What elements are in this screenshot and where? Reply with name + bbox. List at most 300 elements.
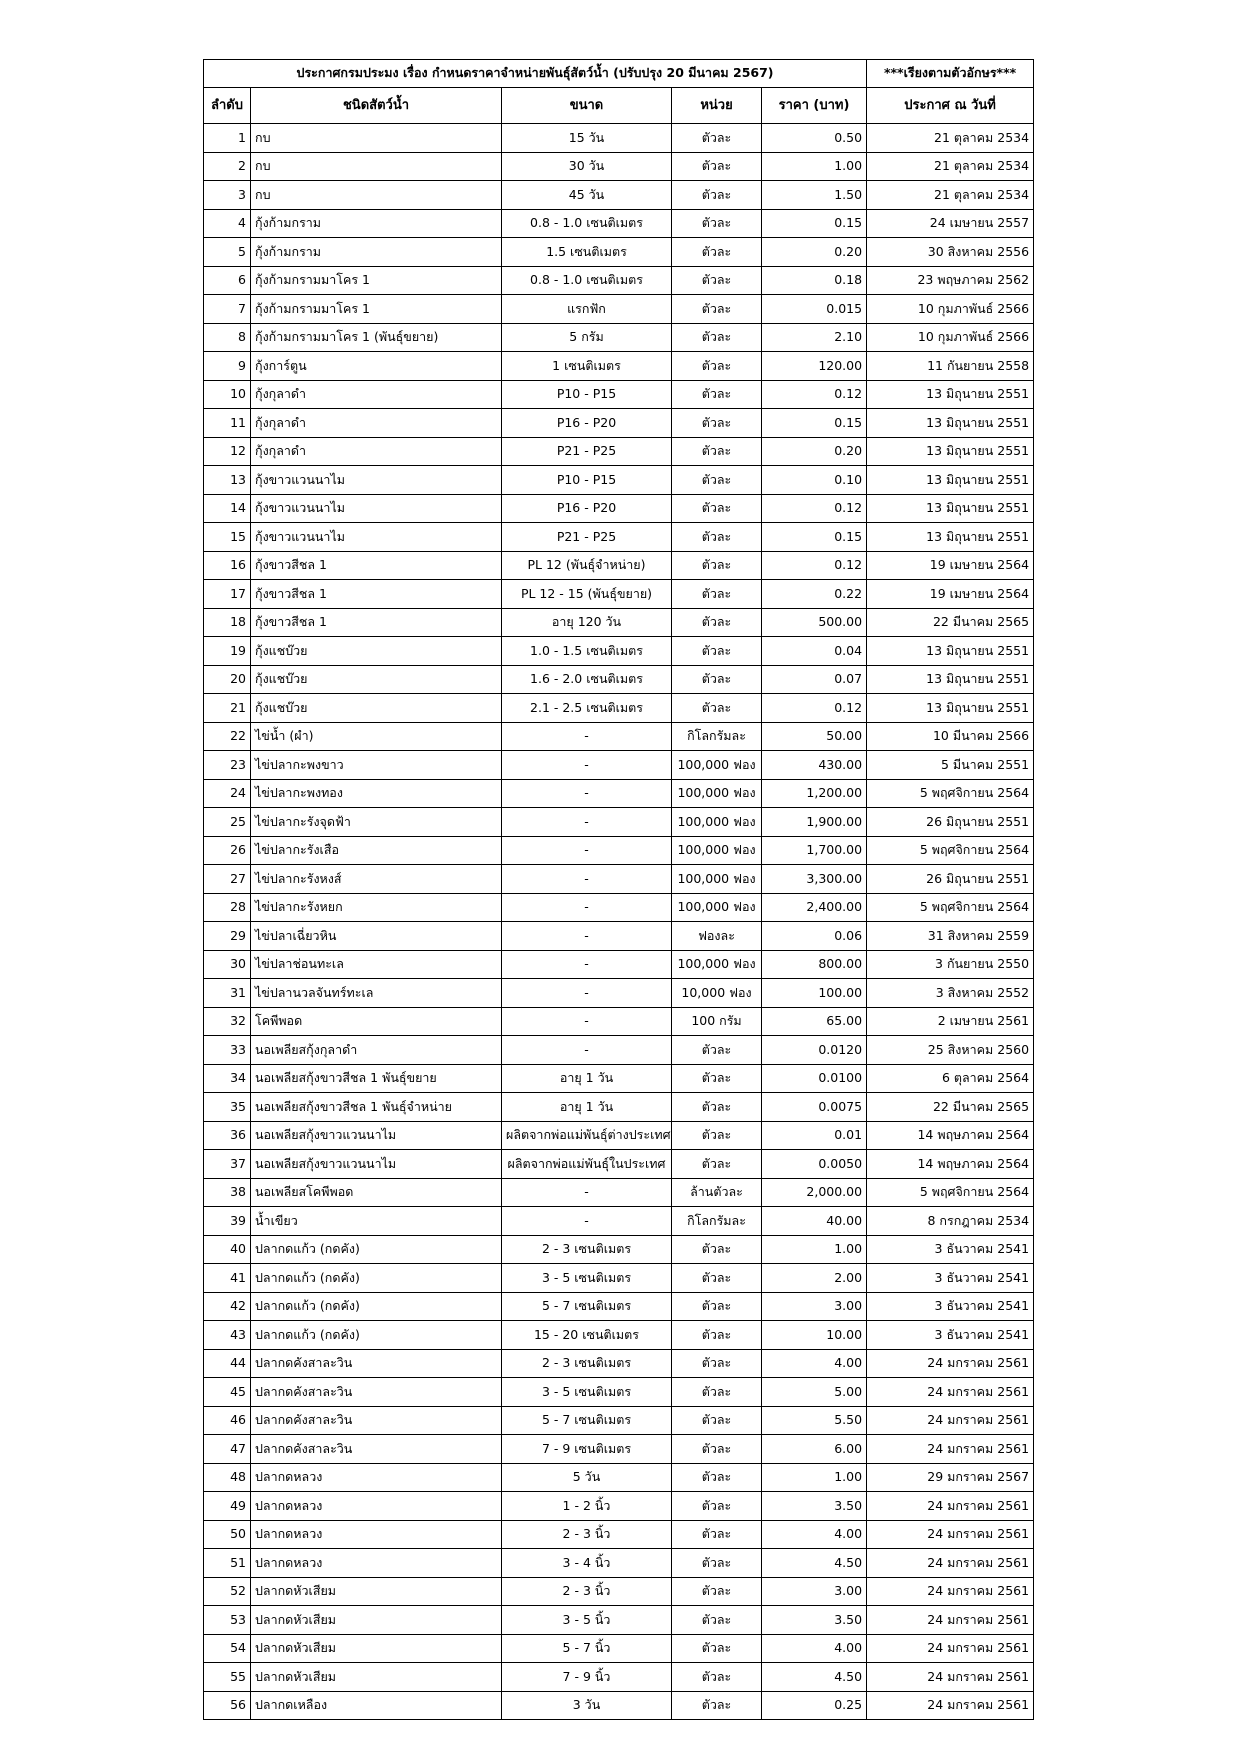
cell-species: นอเพลียสโคพีพอด	[251, 1178, 502, 1207]
cell-no: 19	[204, 637, 251, 666]
cell-size: 3 - 4 นิ้ว	[502, 1549, 672, 1578]
cell-size: 45 วัน	[502, 181, 672, 210]
cell-date: 13 มิถุนายน 2551	[867, 494, 1034, 523]
cell-species: นอเพลียสกุ้งกุลาดำ	[251, 1036, 502, 1065]
cell-no: 4	[204, 209, 251, 238]
cell-no: 35	[204, 1093, 251, 1122]
table-row	[204, 323, 1034, 352]
cell-unit: ตัวละ	[672, 665, 762, 694]
cell-no: 33	[204, 1036, 251, 1065]
cell-date: 11 กันยายน 2558	[867, 352, 1034, 381]
cell-no: 50	[204, 1520, 251, 1549]
cell-no: 32	[204, 1007, 251, 1036]
cell-unit: ตัวละ	[672, 1150, 762, 1179]
cell-price: 2.00	[762, 1264, 867, 1293]
cell-price: 1,900.00	[762, 808, 867, 837]
table-row	[204, 437, 1034, 466]
cell-price: 3.00	[762, 1577, 867, 1606]
cell-price: 430.00	[762, 751, 867, 780]
cell-unit: ตัวละ	[672, 608, 762, 637]
cell-no: 2	[204, 152, 251, 181]
cell-date: 22 มีนาคม 2565	[867, 1093, 1034, 1122]
cell-unit: ตัวละ	[672, 181, 762, 210]
cell-size: อายุ 120 วัน	[502, 608, 672, 637]
cell-unit: ตัวละ	[672, 1577, 762, 1606]
cell-no: 13	[204, 466, 251, 495]
cell-date: 13 มิถุนายน 2551	[867, 694, 1034, 723]
cell-size: P16 - P20	[502, 409, 672, 438]
cell-species: กุ้งกุลาดำ	[251, 380, 502, 409]
cell-size: 0.8 - 1.0 เซนติเมตร	[502, 209, 672, 238]
cell-no: 37	[204, 1150, 251, 1179]
table-row	[204, 1435, 1034, 1464]
table-row	[204, 751, 1034, 780]
cell-size: อายุ 1 วัน	[502, 1064, 672, 1093]
cell-price: 6.00	[762, 1435, 867, 1464]
table-row	[204, 1178, 1034, 1207]
cell-species: นอเพลียสกุ้งขาวแวนนาไม	[251, 1150, 502, 1179]
cell-unit: 100,000 ฟอง	[672, 808, 762, 837]
cell-unit: 100,000 ฟอง	[672, 751, 762, 780]
cell-unit: ตัวละ	[672, 694, 762, 723]
cell-species: กุ้งก้ามกราม	[251, 238, 502, 267]
table-row	[204, 494, 1034, 523]
table-row	[204, 1378, 1034, 1407]
cell-species: ไข่ปลากะรังเสือ	[251, 836, 502, 865]
cell-date: 31 สิงหาคม 2559	[867, 922, 1034, 951]
cell-price: 65.00	[762, 1007, 867, 1036]
cell-price: 800.00	[762, 950, 867, 979]
table-row	[204, 1634, 1034, 1663]
cell-species: ปลากดหัวเสียม	[251, 1634, 502, 1663]
table-row	[204, 1606, 1034, 1635]
cell-species: ปลากดคังสาละวิน	[251, 1435, 502, 1464]
cell-species: นอเพลียสกุ้งขาวแวนนาไม	[251, 1121, 502, 1150]
table-row	[204, 1264, 1034, 1293]
cell-size: 7 - 9 เซนติเมตร	[502, 1435, 672, 1464]
cell-unit: ตัวละ	[672, 1264, 762, 1293]
cell-price: 0.12	[762, 380, 867, 409]
cell-price: 0.12	[762, 694, 867, 723]
cell-no: 54	[204, 1634, 251, 1663]
cell-price: 4.50	[762, 1663, 867, 1692]
cell-no: 6	[204, 266, 251, 295]
cell-size: -	[502, 722, 672, 751]
cell-size: -	[502, 893, 672, 922]
cell-species: ไข่ปลากะรังหงส์	[251, 865, 502, 894]
cell-price: 3.50	[762, 1606, 867, 1635]
cell-species: ไข่ปลากะรังจุดฟ้า	[251, 808, 502, 837]
cell-size: ผลิตจากพ่อแม่พันธุ์ต่างประเทศ	[502, 1121, 672, 1150]
cell-date: 2 เมษายน 2561	[867, 1007, 1034, 1036]
table-row	[204, 779, 1034, 808]
cell-price: 0.12	[762, 494, 867, 523]
cell-size: P16 - P20	[502, 494, 672, 523]
column-header-size: ขนาด	[502, 88, 672, 124]
cell-size: 7 - 9 นิ้ว	[502, 1663, 672, 1692]
cell-no: 26	[204, 836, 251, 865]
cell-species: ปลากดหลวง	[251, 1549, 502, 1578]
cell-species: กุ้งขาวแวนนาไม	[251, 494, 502, 523]
cell-price: 4.00	[762, 1634, 867, 1663]
cell-unit: ตัวละ	[672, 1406, 762, 1435]
cell-date: 24 มกราคม 2561	[867, 1549, 1034, 1578]
cell-no: 1	[204, 124, 251, 153]
cell-price: 0.12	[762, 551, 867, 580]
cell-size: -	[502, 779, 672, 808]
cell-date: 24 มกราคม 2561	[867, 1577, 1034, 1606]
cell-price: 4.50	[762, 1549, 867, 1578]
cell-no: 51	[204, 1549, 251, 1578]
cell-price: 0.15	[762, 409, 867, 438]
cell-species: กุ้งแชบ๊วย	[251, 665, 502, 694]
cell-size: P21 - P25	[502, 437, 672, 466]
cell-size: P10 - P15	[502, 466, 672, 495]
column-header-row	[204, 88, 1034, 124]
cell-species: นอเพลียสกุ้งขาวสีชล 1 พันธุ์จำหน่าย	[251, 1093, 502, 1122]
table-row	[204, 1349, 1034, 1378]
cell-date: 5 พฤศจิกายน 2564	[867, 893, 1034, 922]
cell-no: 45	[204, 1378, 251, 1407]
cell-date: 13 มิถุนายน 2551	[867, 437, 1034, 466]
cell-species: ปลากดคังสาละวิน	[251, 1406, 502, 1435]
cell-price: 0.06	[762, 922, 867, 951]
cell-unit: ตัวละ	[672, 1549, 762, 1578]
cell-date: 5 พฤศจิกายน 2564	[867, 1178, 1034, 1207]
table-row	[204, 608, 1034, 637]
cell-no: 36	[204, 1121, 251, 1150]
cell-price: 3,300.00	[762, 865, 867, 894]
cell-species: กุ้งแชบ๊วย	[251, 694, 502, 723]
cell-date: 13 มิถุนายน 2551	[867, 665, 1034, 694]
cell-size: 1.0 - 1.5 เซนติเมตร	[502, 637, 672, 666]
cell-species: ไข่ปลานวลจันทร์ทะเล	[251, 979, 502, 1008]
table-row	[204, 1492, 1034, 1521]
cell-unit: ตัวละ	[672, 1492, 762, 1521]
cell-price: 0.0050	[762, 1150, 867, 1179]
column-header-date: ประกาศ ณ วันที่	[867, 88, 1034, 124]
cell-price: 4.00	[762, 1520, 867, 1549]
cell-price: 2.10	[762, 323, 867, 352]
cell-date: 10 กุมภาพันธ์ 2566	[867, 323, 1034, 352]
cell-size: -	[502, 808, 672, 837]
cell-no: 56	[204, 1691, 251, 1720]
cell-species: กุ้งแชบ๊วย	[251, 637, 502, 666]
cell-price: 1,200.00	[762, 779, 867, 808]
cell-species: กุ้งขาวสีชล 1	[251, 608, 502, 637]
cell-date: 25 สิงหาคม 2560	[867, 1036, 1034, 1065]
cell-size: -	[502, 1207, 672, 1236]
table-row	[204, 808, 1034, 837]
table-row	[204, 181, 1034, 210]
cell-no: 10	[204, 380, 251, 409]
cell-price: 1.00	[762, 152, 867, 181]
cell-size: 5 กรัม	[502, 323, 672, 352]
cell-date: 14 พฤษภาคม 2564	[867, 1150, 1034, 1179]
cell-unit: ตัวละ	[672, 1121, 762, 1150]
cell-unit: ตัวละ	[672, 1064, 762, 1093]
cell-unit: ล้านตัวละ	[672, 1178, 762, 1207]
cell-unit: ตัวละ	[672, 209, 762, 238]
table-row	[204, 722, 1034, 751]
cell-date: 21 ตุลาคม 2534	[867, 181, 1034, 210]
cell-species: ปลากดหัวเสียม	[251, 1663, 502, 1692]
cell-species: ปลากดแก้ว (กดคัง)	[251, 1321, 502, 1350]
cell-unit: ตัวละ	[672, 551, 762, 580]
cell-date: 29 มกราคม 2567	[867, 1463, 1034, 1492]
sort-note: ***เรียงตามตัวอักษร***	[867, 60, 1034, 88]
cell-size: 2.1 - 2.5 เซนติเมตร	[502, 694, 672, 723]
cell-unit: ตัวละ	[672, 323, 762, 352]
table-row	[204, 124, 1034, 153]
cell-date: 23 พฤษภาคม 2562	[867, 266, 1034, 295]
table-row	[204, 380, 1034, 409]
cell-date: 19 เมษายน 2564	[867, 580, 1034, 609]
cell-size: 0.8 - 1.0 เซนติเมตร	[502, 266, 672, 295]
cell-price: 1.00	[762, 1235, 867, 1264]
cell-size: 5 วัน	[502, 1463, 672, 1492]
cell-size: 15 วัน	[502, 124, 672, 153]
table-row	[204, 694, 1034, 723]
cell-price: 0.0075	[762, 1093, 867, 1122]
cell-unit: 100,000 ฟอง	[672, 836, 762, 865]
cell-unit: ตัวละ	[672, 1321, 762, 1350]
table-row	[204, 1691, 1034, 1720]
cell-species: ปลากดแก้ว (กดคัง)	[251, 1264, 502, 1293]
cell-price: 120.00	[762, 352, 867, 381]
table-row	[204, 466, 1034, 495]
cell-size: -	[502, 1007, 672, 1036]
cell-date: 13 มิถุนายน 2551	[867, 380, 1034, 409]
cell-no: 5	[204, 238, 251, 267]
cell-date: 3 กันยายน 2550	[867, 950, 1034, 979]
cell-price: 3.50	[762, 1492, 867, 1521]
table-row	[204, 922, 1034, 951]
cell-date: 24 มกราคม 2561	[867, 1606, 1034, 1635]
table-row	[204, 1549, 1034, 1578]
cell-size: P21 - P25	[502, 523, 672, 552]
cell-unit: ตัวละ	[672, 124, 762, 153]
cell-species: ปลากดแก้ว (กดคัง)	[251, 1292, 502, 1321]
cell-species: กุ้งกุลาดำ	[251, 437, 502, 466]
cell-price: 10.00	[762, 1321, 867, 1350]
cell-no: 49	[204, 1492, 251, 1521]
cell-no: 46	[204, 1406, 251, 1435]
cell-date: 21 ตุลาคม 2534	[867, 152, 1034, 181]
cell-date: 24 มกราคม 2561	[867, 1406, 1034, 1435]
table-row	[204, 1064, 1034, 1093]
cell-no: 23	[204, 751, 251, 780]
cell-species: กุ้งขาวแวนนาไม	[251, 523, 502, 552]
cell-size: -	[502, 836, 672, 865]
cell-species: ปลากดคังสาละวิน	[251, 1349, 502, 1378]
cell-no: 53	[204, 1606, 251, 1635]
cell-date: 5 พฤศจิกายน 2564	[867, 836, 1034, 865]
cell-date: 24 มกราคม 2561	[867, 1634, 1034, 1663]
cell-species: ไข่น้ำ (ผำ)	[251, 722, 502, 751]
cell-unit: ตัวละ	[672, 1235, 762, 1264]
cell-unit: ตัวละ	[672, 1378, 762, 1407]
cell-size: 1.5 เซนติเมตร	[502, 238, 672, 267]
cell-size: 5 - 7 เซนติเมตร	[502, 1406, 672, 1435]
cell-date: 13 มิถุนายน 2551	[867, 523, 1034, 552]
cell-species: ปลากดแก้ว (กดคัง)	[251, 1235, 502, 1264]
cell-date: 24 มกราคม 2561	[867, 1492, 1034, 1521]
cell-unit: ตัวละ	[672, 523, 762, 552]
cell-species: ไข่ปลากะพงทอง	[251, 779, 502, 808]
cell-unit: ตัวละ	[672, 1634, 762, 1663]
cell-price: 5.00	[762, 1378, 867, 1407]
cell-size: 3 - 5 เซนติเมตร	[502, 1378, 672, 1407]
table-row	[204, 580, 1034, 609]
cell-date: 13 มิถุนายน 2551	[867, 409, 1034, 438]
table-row	[204, 1150, 1034, 1179]
cell-date: 13 มิถุนายน 2551	[867, 637, 1034, 666]
cell-species: กุ้งการ์ตูน	[251, 352, 502, 381]
table-row	[204, 865, 1034, 894]
cell-size: -	[502, 1178, 672, 1207]
table-row	[204, 1292, 1034, 1321]
cell-no: 12	[204, 437, 251, 466]
cell-size: PL 12 (พันธุ์จำหน่าย)	[502, 551, 672, 580]
cell-date: 24 มกราคม 2561	[867, 1349, 1034, 1378]
cell-unit: ตัวละ	[672, 409, 762, 438]
cell-size: 1 - 2 นิ้ว	[502, 1492, 672, 1521]
cell-no: 34	[204, 1064, 251, 1093]
cell-price: 0.10	[762, 466, 867, 495]
cell-price: 50.00	[762, 722, 867, 751]
cell-no: 43	[204, 1321, 251, 1350]
cell-no: 14	[204, 494, 251, 523]
cell-unit: ตัวละ	[672, 152, 762, 181]
table-row	[204, 893, 1034, 922]
cell-size: 30 วัน	[502, 152, 672, 181]
cell-unit: ตัวละ	[672, 466, 762, 495]
table-row	[204, 551, 1034, 580]
cell-date: 24 มกราคม 2561	[867, 1378, 1034, 1407]
cell-no: 3	[204, 181, 251, 210]
cell-no: 39	[204, 1207, 251, 1236]
cell-price: 0.50	[762, 124, 867, 153]
cell-price: 1.50	[762, 181, 867, 210]
cell-size: -	[502, 950, 672, 979]
cell-size: 15 - 20 เซนติเมตร	[502, 1321, 672, 1350]
cell-date: 3 สิงหาคม 2552	[867, 979, 1034, 1008]
table-row	[204, 266, 1034, 295]
cell-price: 5.50	[762, 1406, 867, 1435]
cell-species: โคพีพอด	[251, 1007, 502, 1036]
cell-no: 25	[204, 808, 251, 837]
cell-species: กุ้งก้ามกรามมาโคร 1 (พันธุ์ขยาย)	[251, 323, 502, 352]
cell-price: 0.25	[762, 1691, 867, 1720]
cell-no: 18	[204, 608, 251, 637]
cell-species: น้ำเขียว	[251, 1207, 502, 1236]
table-row	[204, 523, 1034, 552]
cell-species: กบ	[251, 152, 502, 181]
cell-species: ปลากดหลวง	[251, 1463, 502, 1492]
table-row	[204, 1577, 1034, 1606]
table-row	[204, 1463, 1034, 1492]
table-row	[204, 1520, 1034, 1549]
cell-unit: 100,000 ฟอง	[672, 779, 762, 808]
cell-species: กุ้งก้ามกรามมาโคร 1	[251, 266, 502, 295]
cell-no: 29	[204, 922, 251, 951]
cell-price: 0.015	[762, 295, 867, 324]
cell-unit: กิโลกรัมละ	[672, 1207, 762, 1236]
table-row	[204, 979, 1034, 1008]
cell-price: 0.01	[762, 1121, 867, 1150]
cell-unit: กิโลกรัมละ	[672, 722, 762, 751]
cell-species: ปลากดหัวเสียม	[251, 1606, 502, 1635]
cell-unit: ตัวละ	[672, 637, 762, 666]
cell-date: 26 มิถุนายน 2551	[867, 865, 1034, 894]
cell-no: 44	[204, 1349, 251, 1378]
cell-species: ไข่ปลากะรังหยก	[251, 893, 502, 922]
cell-unit: ตัวละ	[672, 1606, 762, 1635]
cell-price: 4.00	[762, 1349, 867, 1378]
cell-species: ปลากดเหลือง	[251, 1691, 502, 1720]
cell-unit: ตัวละ	[672, 1093, 762, 1122]
cell-species: กุ้งก้ามกราม	[251, 209, 502, 238]
cell-price: 2,000.00	[762, 1178, 867, 1207]
table-row	[204, 1007, 1034, 1036]
cell-price: 2,400.00	[762, 893, 867, 922]
cell-no: 48	[204, 1463, 251, 1492]
cell-size: PL 12 - 15 (พันธุ์ขยาย)	[502, 580, 672, 609]
cell-size: 5 - 7 เซนติเมตร	[502, 1292, 672, 1321]
cell-price: 3.00	[762, 1292, 867, 1321]
cell-no: 16	[204, 551, 251, 580]
table-row	[204, 1036, 1034, 1065]
cell-no: 22	[204, 722, 251, 751]
cell-unit: ตัวละ	[672, 1520, 762, 1549]
cell-unit: ตัวละ	[672, 494, 762, 523]
cell-size: อายุ 1 วัน	[502, 1093, 672, 1122]
cell-unit: ตัวละ	[672, 580, 762, 609]
cell-unit: 100,000 ฟอง	[672, 865, 762, 894]
table-row	[204, 836, 1034, 865]
cell-no: 52	[204, 1577, 251, 1606]
cell-date: 3 ธันวาคม 2541	[867, 1264, 1034, 1293]
cell-species: กบ	[251, 124, 502, 153]
cell-unit: ตัวละ	[672, 1349, 762, 1378]
cell-date: 3 ธันวาคม 2541	[867, 1321, 1034, 1350]
cell-price: 100.00	[762, 979, 867, 1008]
cell-unit: ตัวละ	[672, 1435, 762, 1464]
cell-no: 38	[204, 1178, 251, 1207]
cell-species: กุ้งขาวแวนนาไม	[251, 466, 502, 495]
table-row	[204, 950, 1034, 979]
cell-price: 0.04	[762, 637, 867, 666]
table-row	[204, 409, 1034, 438]
cell-no: 9	[204, 352, 251, 381]
cell-species: ปลากดหัวเสียม	[251, 1577, 502, 1606]
cell-price: 0.15	[762, 523, 867, 552]
price-table-body	[204, 60, 1034, 1720]
cell-unit: 100,000 ฟอง	[672, 893, 762, 922]
cell-price: 0.0120	[762, 1036, 867, 1065]
cell-no: 20	[204, 665, 251, 694]
cell-unit: ตัวละ	[672, 1292, 762, 1321]
cell-species: นอเพลียสกุ้งขาวสีชล 1 พันธุ์ขยาย	[251, 1064, 502, 1093]
cell-unit: 100 กรัม	[672, 1007, 762, 1036]
table-row	[204, 352, 1034, 381]
cell-species: กุ้งขาวสีชล 1	[251, 580, 502, 609]
cell-no: 15	[204, 523, 251, 552]
cell-date: 24 มกราคม 2561	[867, 1435, 1034, 1464]
cell-price: 1.00	[762, 1463, 867, 1492]
cell-unit: 10,000 ฟอง	[672, 979, 762, 1008]
